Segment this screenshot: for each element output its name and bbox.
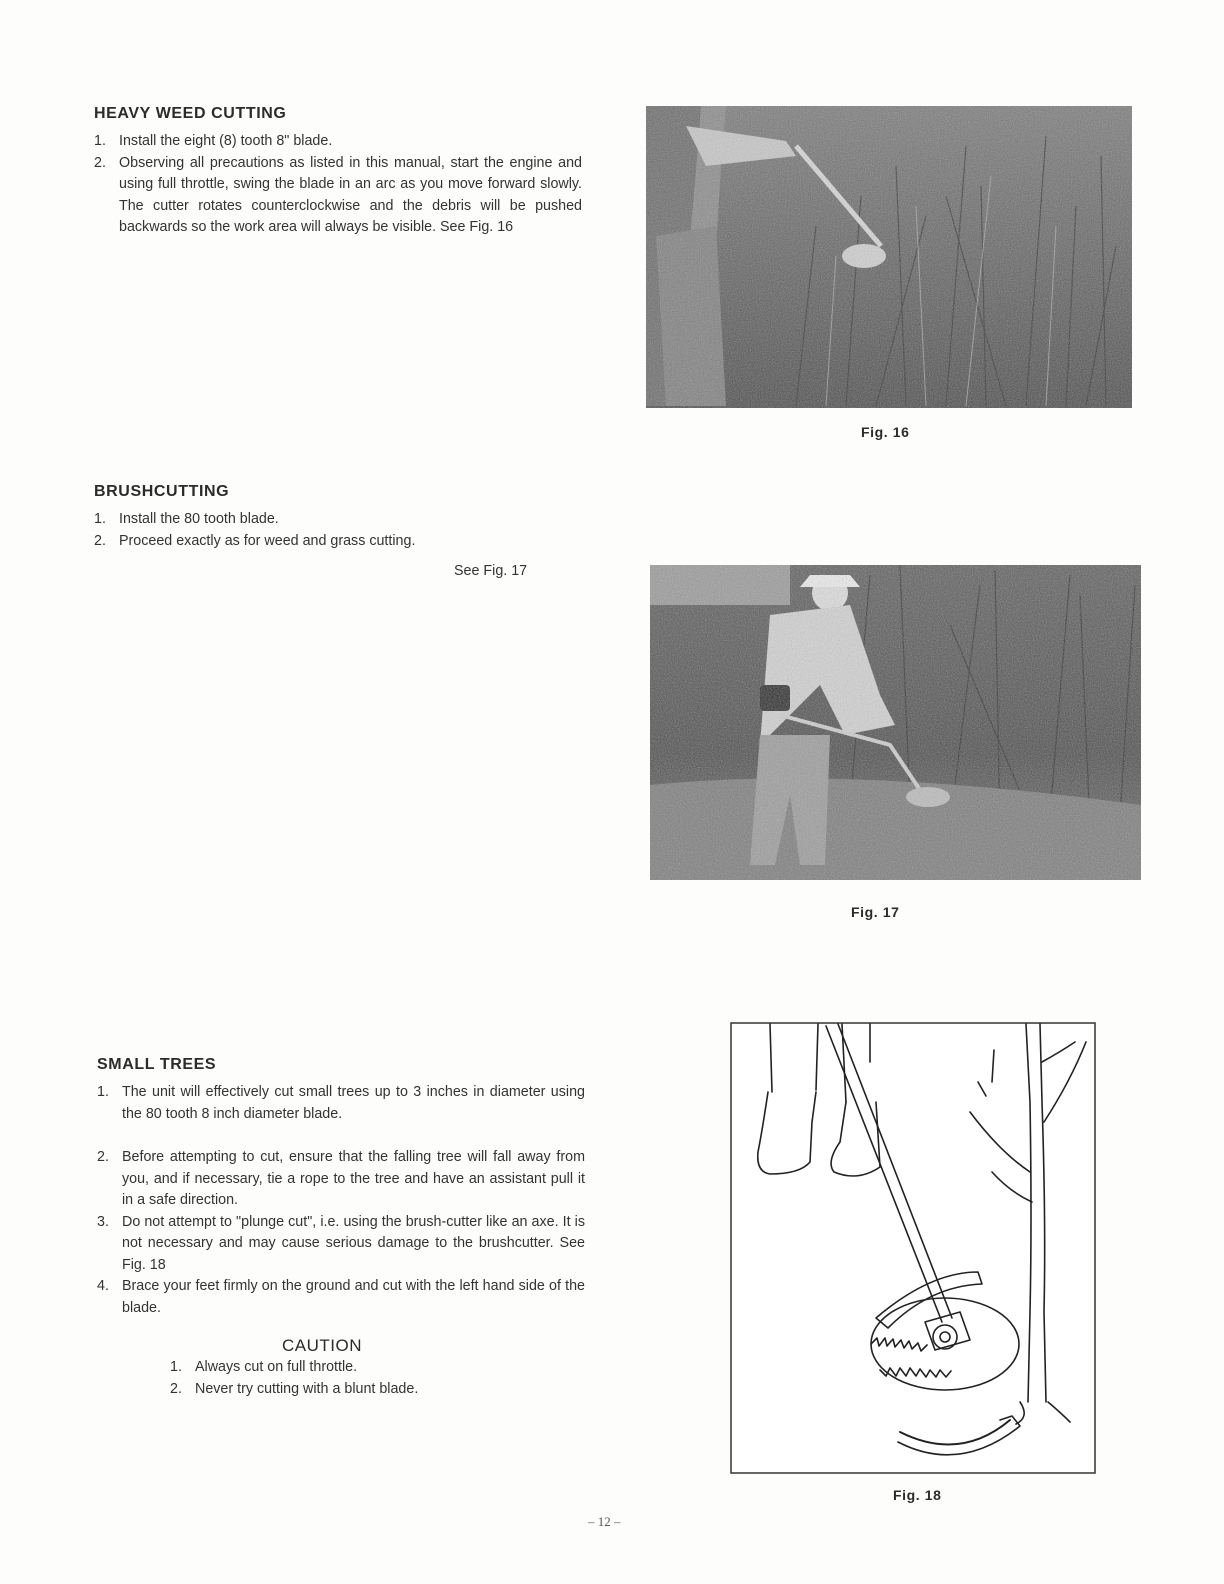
step-list [94, 131, 582, 239]
see-figure-17-reference: See Fig. 17 [454, 563, 528, 579]
list-item: 2. Observing all precautions as listed in this manual, start the engine and using full throttle, swing the blade in an arc as you move forward slowly. The cutter rotates counterclockwise and the debris will be pushed backwards so the work area will always be visible. See Fig. 16 [94, 154, 582, 235]
figure-18-caption: Fig. 18 [893, 1487, 942, 1503]
page-number: – 12 – [588, 1514, 621, 1529]
figure-16-caption: Fig. 16 [861, 424, 910, 440]
caution-heading: CAUTION [282, 1336, 362, 1355]
figure-17-photo [650, 565, 1141, 880]
list-item: 2. Never try cutting with a blunt blade. [170, 1380, 419, 1397]
section-brushcutting [94, 483, 582, 552]
step-list [97, 1082, 585, 1319]
list-item: 1. Always cut on full throttle. [170, 1359, 358, 1375]
step-list [94, 509, 582, 552]
caution-list [170, 1357, 482, 1400]
section-small-trees [97, 1056, 585, 1319]
list-item: 1. The unit will effectively cut small trees up to 3 inches in diameter using the 80 tooth 8 inch diameter blade. [97, 1084, 585, 1122]
section-heading: BRUSHCUTTING [94, 483, 230, 500]
figure-16-photo [646, 106, 1132, 408]
figure-17-caption: Fig. 17 [851, 904, 900, 920]
figure-18-drawing [730, 1022, 1096, 1474]
list-item: 3. Do not attempt to "plunge cut", i.e. using the brush-cutter like an axe. It is not necessary and may cause serious damage to the brushcutter. See Fig. 18 [97, 1213, 585, 1273]
section-heading: SMALL TREES [97, 1056, 217, 1073]
weed-cutting-photo-illustration [646, 106, 1132, 408]
tree-cutting-line-drawing [730, 1022, 1096, 1474]
list-item: 4. Brace your feet firmly on the ground and cut with the left hand side of the blade. [97, 1278, 585, 1316]
section-heading: HEAVY WEED CUTTING [94, 105, 287, 122]
list-item: 1. Install the eight (8) tooth 8" blade. [94, 133, 333, 149]
list-item: 2. Before attempting to cut, ensure that the falling tree will fall away from you, and if necessary, tie a rope to the tree and have an assistant pull it in a safe direction. [97, 1149, 585, 1208]
list-item: 1. Install the 80 tooth blade. [94, 511, 279, 527]
brushcutting-photo-illustration [650, 565, 1141, 880]
section-heavy-weed-cutting [94, 105, 582, 239]
list-item: 2. Proceed exactly as for weed and grass cutting. [94, 532, 416, 549]
